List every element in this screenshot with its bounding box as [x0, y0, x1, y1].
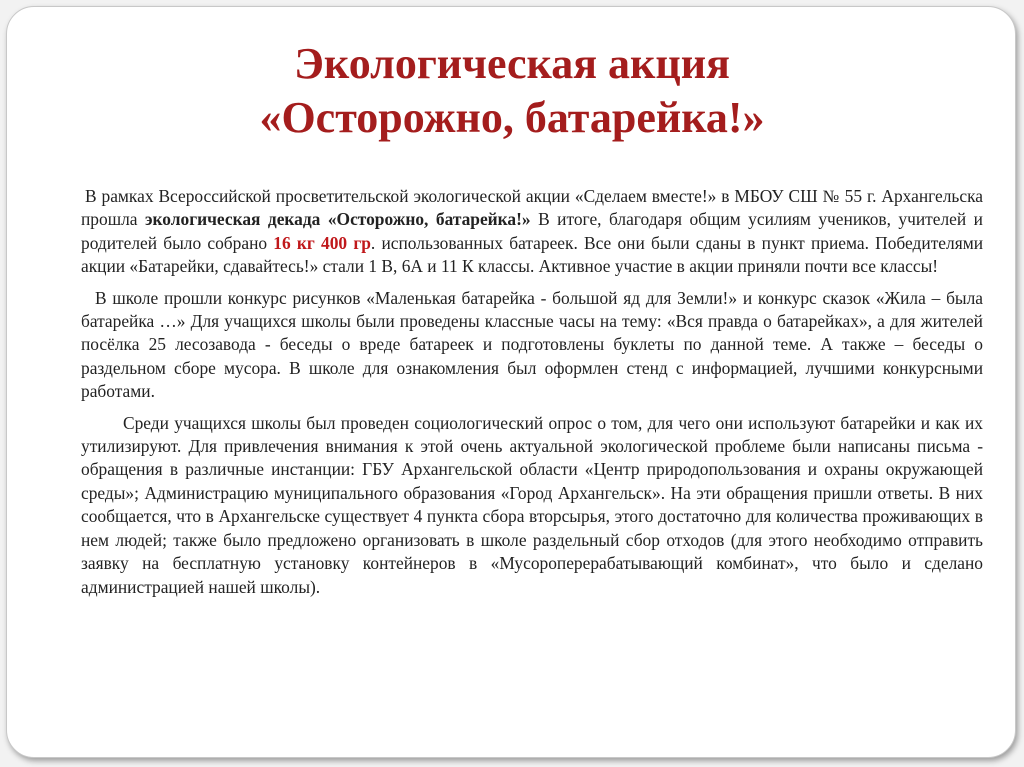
title-line-1: Экологическая акция — [294, 39, 730, 88]
paragraph-2: В школе прошли конкурс рисунков «Маленькая батарейка - большой яд для Земли!» и конкурс сказок «Жила – была батарейка …» Для учащихся школы были проведены классные часы на тему: «Вся правда о батарейках», а для жителей посёлка 25 лесозавода - беседы о вреде батареек и подготовлены буклеты по данной теме. А также – беседы о раздельном сборе мусора. В школе для ознакомления был оформлен стенд с информацией, лучшими конкурсными работами. — [81, 287, 983, 402]
paragraph-1 — [81, 185, 983, 279]
title-line-2: «Осторожно, батарейка!» — [259, 93, 765, 142]
slide-body — [81, 185, 983, 599]
paragraph-3: Среди учащихся школы был проведен социологический опрос о том, для чего они используют батарейки и как их утилизируют. Для привлечения внимания к этой очень актуальной экологической проблеме были написаны письма - обращения в различные инстанции: ГБУ Архангельской области «Центр природопользования и охраны окружающей среды»; Администрацию муниципального образования «Город Архангельск». На эти обращения пришли ответы. В них сообщается, что в Архангельске существует 4 пункта сбора вторсырья, этого достаточно для количества проживающих в нем людей; также было предложено организовать в школе раздельный сбор отходов (для этого необходимо отправить заявку на бесплатную установку контейнеров в «Мусороперерабатывающий комбинат», что было и сделано администрацией нашей школы). — [81, 412, 983, 597]
slide-card — [6, 6, 1016, 758]
slide-title — [7, 37, 1017, 145]
collected-amount-highlight: 16 кг 400 гр — [273, 232, 371, 253]
event-name-bold: экологическая декада «Осторожно, батарейка!» — [144, 209, 531, 230]
paragraph-1-text-c: . использованных батареек. Все они были сданы в пункт приема. Победителями акции «Батарейки, сдавайтесь!» стали 1 В, 6А и 11 К классы. Активное участие в акции приняли почти все классы! — [81, 232, 984, 277]
paragraph-1-text-a: В рамках Всероссийской просветительской экологической акции «Сделаем вместе!» в МБОУ СШ № 55 г. Архангельска прошла — [81, 186, 983, 230]
paragraph-1-text-b: В итоге, благодаря общим усилиям учеников, учителей и родителей было собрано — [81, 209, 983, 253]
